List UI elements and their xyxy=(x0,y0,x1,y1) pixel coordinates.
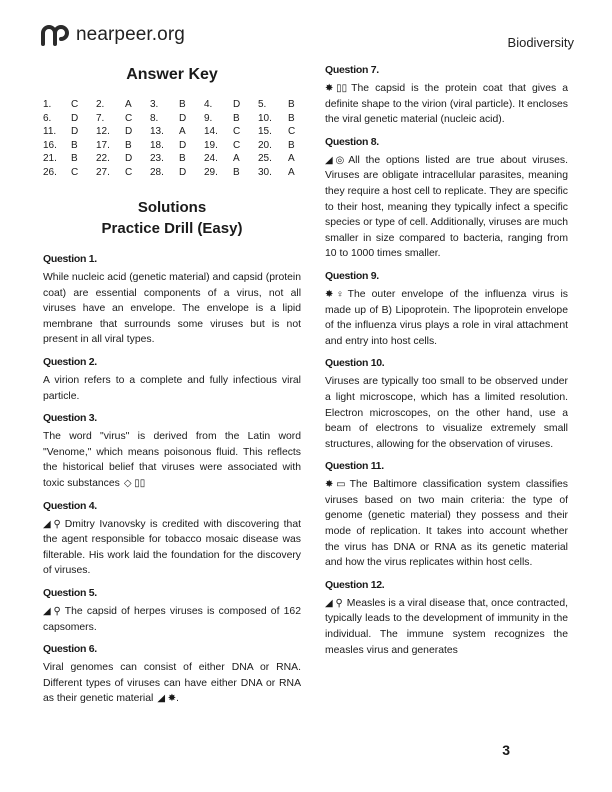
answer-number: 4. xyxy=(204,99,213,110)
answer-letter: C xyxy=(233,126,241,137)
answer-letter: A xyxy=(288,166,295,178)
question-explanation xyxy=(43,270,301,348)
answer-letter: B xyxy=(233,112,240,124)
answer-letter: B xyxy=(71,153,78,164)
explanation-text: Dmitry Ivanovsky is credited with discovering that the agent responsible for tobacco mosaic disease was filterable. His work laid the foundation for the discovery of viruses. xyxy=(43,518,301,577)
question-explanation xyxy=(325,153,568,262)
answer-number: 9. xyxy=(204,112,213,124)
answer-letter: D xyxy=(179,139,187,151)
answer-number: 5. xyxy=(258,99,267,110)
topic-icons: ◢ ◎ xyxy=(325,154,345,166)
question-explanation xyxy=(43,429,301,491)
answer-number: 11. xyxy=(43,126,57,137)
answer-number: 28. xyxy=(150,166,164,178)
topic-icons: ◢ ⚲ xyxy=(325,597,343,609)
answer-letter: C xyxy=(71,99,79,110)
explanation-text: The capsid is the protein coat that gives a definite shape to the virion (viral particle). It encloses the viral genetic material (nucleic acid). xyxy=(325,83,568,126)
answer-letter: C xyxy=(125,166,133,178)
answer-letter: A xyxy=(233,153,240,164)
answer-number: 8. xyxy=(150,112,159,124)
question-explanation xyxy=(325,374,568,452)
answer-letter: B xyxy=(179,153,186,164)
topic-icons-end: ◇ ▯▯ xyxy=(123,477,146,489)
answer-key-row xyxy=(43,152,301,166)
question-explanation xyxy=(43,660,301,707)
question-heading: Question 2. xyxy=(43,355,97,368)
right-column xyxy=(325,64,568,666)
answer-key-title: Answer Key xyxy=(126,66,218,83)
answer-number: 1. xyxy=(43,99,52,110)
left-questions xyxy=(43,253,301,707)
logo-text: nearpeer.org xyxy=(76,24,185,45)
answer-number: 3. xyxy=(150,99,159,110)
answer-number: 12. xyxy=(96,126,110,137)
question-heading: Question 5. xyxy=(43,586,97,599)
answer-key-row xyxy=(43,139,301,153)
question-explanation xyxy=(43,517,301,579)
topic-icons: ◢ ⚲ xyxy=(43,518,61,530)
answer-number: 21. xyxy=(43,153,57,164)
page-number: 3 xyxy=(502,742,510,758)
answer-key-row xyxy=(43,112,301,126)
answer-number: 24. xyxy=(204,153,218,164)
nearpeer-logo-icon xyxy=(40,24,70,46)
question-explanation xyxy=(325,287,568,349)
answer-number: 6. xyxy=(43,112,52,124)
answer-letter: B xyxy=(288,112,295,124)
question-heading: Question 10. xyxy=(325,357,385,370)
answer-letter: B xyxy=(179,99,186,110)
answer-key-row xyxy=(43,166,301,180)
answer-number: 17. xyxy=(96,139,110,151)
left-column xyxy=(43,64,301,715)
answer-number: 26. xyxy=(43,166,57,178)
solutions-title-line2: Practice Drill (Easy) xyxy=(101,220,243,237)
nearpeer-logo xyxy=(40,24,185,46)
answer-letter: C xyxy=(288,126,296,137)
answer-number: 18. xyxy=(150,139,164,151)
question-explanation xyxy=(325,477,568,571)
answer-key-row xyxy=(43,98,301,112)
question-heading: Question 8. xyxy=(325,135,379,148)
question-explanation xyxy=(43,373,301,404)
question-heading: Question 1. xyxy=(43,253,97,265)
answer-letter: C xyxy=(125,112,133,124)
answer-letter: D xyxy=(179,166,187,178)
question-heading: Question 4. xyxy=(43,499,97,512)
explanation-text: Measles is a viral disease that, once contracted, typically leads to the development of immunity in the individual. The immune system recognizes the measles virus and generates xyxy=(325,597,568,656)
question-explanation xyxy=(43,604,301,635)
answer-letter: D xyxy=(179,112,187,124)
page-header xyxy=(40,22,574,52)
question-heading: Question 6. xyxy=(43,643,97,656)
answer-number: 13. xyxy=(150,126,164,137)
question-explanation xyxy=(325,596,568,658)
answer-number: 10. xyxy=(258,112,272,124)
answer-letter: B xyxy=(125,139,132,151)
question-heading: Question 3. xyxy=(43,412,97,425)
right-questions xyxy=(325,64,568,658)
question-heading: Question 9. xyxy=(325,269,379,282)
answer-number: 20. xyxy=(258,139,272,151)
answer-number: 7. xyxy=(96,112,105,124)
answer-number: 16. xyxy=(43,139,57,151)
topic-icons: ✸ ▭ xyxy=(325,479,346,491)
explanation-text: The capsid of herpes viruses is composed of 162 capsomers. xyxy=(43,605,301,633)
question-heading: Question 7. xyxy=(325,64,379,76)
answer-number: 15. xyxy=(258,126,272,137)
answer-letter: A xyxy=(288,153,295,164)
answer-letter: C xyxy=(233,139,241,151)
answer-letter: B xyxy=(288,139,295,151)
answer-letter: A xyxy=(125,99,132,110)
topic-icons: ✸ ♀ xyxy=(325,288,344,300)
answer-letter: D xyxy=(233,99,241,110)
explanation-text: Viruses are typically too small to be observed under a light microscope, which has a limited resolution. Electron microscopes, on the other hand, use a beam of electrons to visualize extremely small structures, allowing for the observation of viruses. xyxy=(325,376,568,450)
answer-number: 25. xyxy=(258,153,272,164)
answer-number: 22. xyxy=(96,153,110,164)
explanation-text: All the options listed are true about viruses. Viruses are obligate intracellular parasites, meaning they require a host cell to replicate. They are specific to their host, meaning they typically infect a specific species or type of cell. Additionally, viruses are much smaller in size compared to bacteria, ranging from 10 to 1000 times smaller. xyxy=(325,154,568,260)
topic-icons: ✸ ▯▯ xyxy=(325,83,348,94)
answer-number: 14. xyxy=(204,126,218,137)
answer-number: 2. xyxy=(96,99,105,110)
explanation-text: The outer envelope of the influenza virus is made up of B) Lipoprotein. The lipoprotein envelope of the influenza virus plays a role in viral attachment and entry into host cells. xyxy=(325,288,568,347)
answer-letter: D xyxy=(125,126,133,137)
answer-letter: B xyxy=(233,166,240,178)
answer-letter: B xyxy=(288,99,295,110)
solutions-title xyxy=(43,197,301,239)
answer-letter: A xyxy=(179,126,186,137)
answer-letter: C xyxy=(71,166,79,178)
topic-icons-end: ◢ ✸. xyxy=(157,693,179,705)
answer-key-table xyxy=(43,98,301,179)
question-heading: Question 12. xyxy=(325,578,385,591)
answer-number: 23. xyxy=(150,153,164,164)
question-heading: Question 11. xyxy=(325,460,384,473)
question-explanation xyxy=(325,81,568,128)
explanation-text: A virion refers to a complete and fully infectious viral particle. xyxy=(43,374,301,402)
topic-icons: ◢ ⚲ xyxy=(43,605,61,617)
answer-letter: B xyxy=(71,139,78,151)
answer-number: 30. xyxy=(258,166,272,178)
answer-number: 27. xyxy=(96,166,110,178)
explanation-text: The Baltimore classification system classifies viruses based on two main criteria: the type of genome (genetic material) they possess and their mode of replication. It takes into account whether the virus has DNA or RNA as its genetic material and how the virus replicates within host cells. xyxy=(325,479,568,569)
explanation-text: Viral genomes can consist of either DNA or RNA. Different types of viruses can have either DNA or RNA as their genetic material xyxy=(43,662,301,705)
answer-letter: D xyxy=(71,112,79,124)
solutions-title-line1: Solutions xyxy=(137,199,207,216)
answer-number: 19. xyxy=(204,139,218,151)
answer-number: 29. xyxy=(204,166,218,178)
answer-key-row xyxy=(43,125,301,139)
subject-title: Biodiversity xyxy=(507,35,574,50)
answer-letter: D xyxy=(71,126,79,137)
answer-letter: D xyxy=(125,153,133,164)
explanation-text: The word "virus" is derived from the Latin word "Venome," which means poisonous fluid. This reflects the historical belief that viruses were associated with toxic substances xyxy=(43,431,301,489)
explanation-text: While nucleic acid (genetic material) and capsid (protein coat) are essential components of a virus, not all viruses have an envelope. The envelope is a lipid membrane that surrounds some viruses but is not present in all viral types. xyxy=(43,272,301,346)
